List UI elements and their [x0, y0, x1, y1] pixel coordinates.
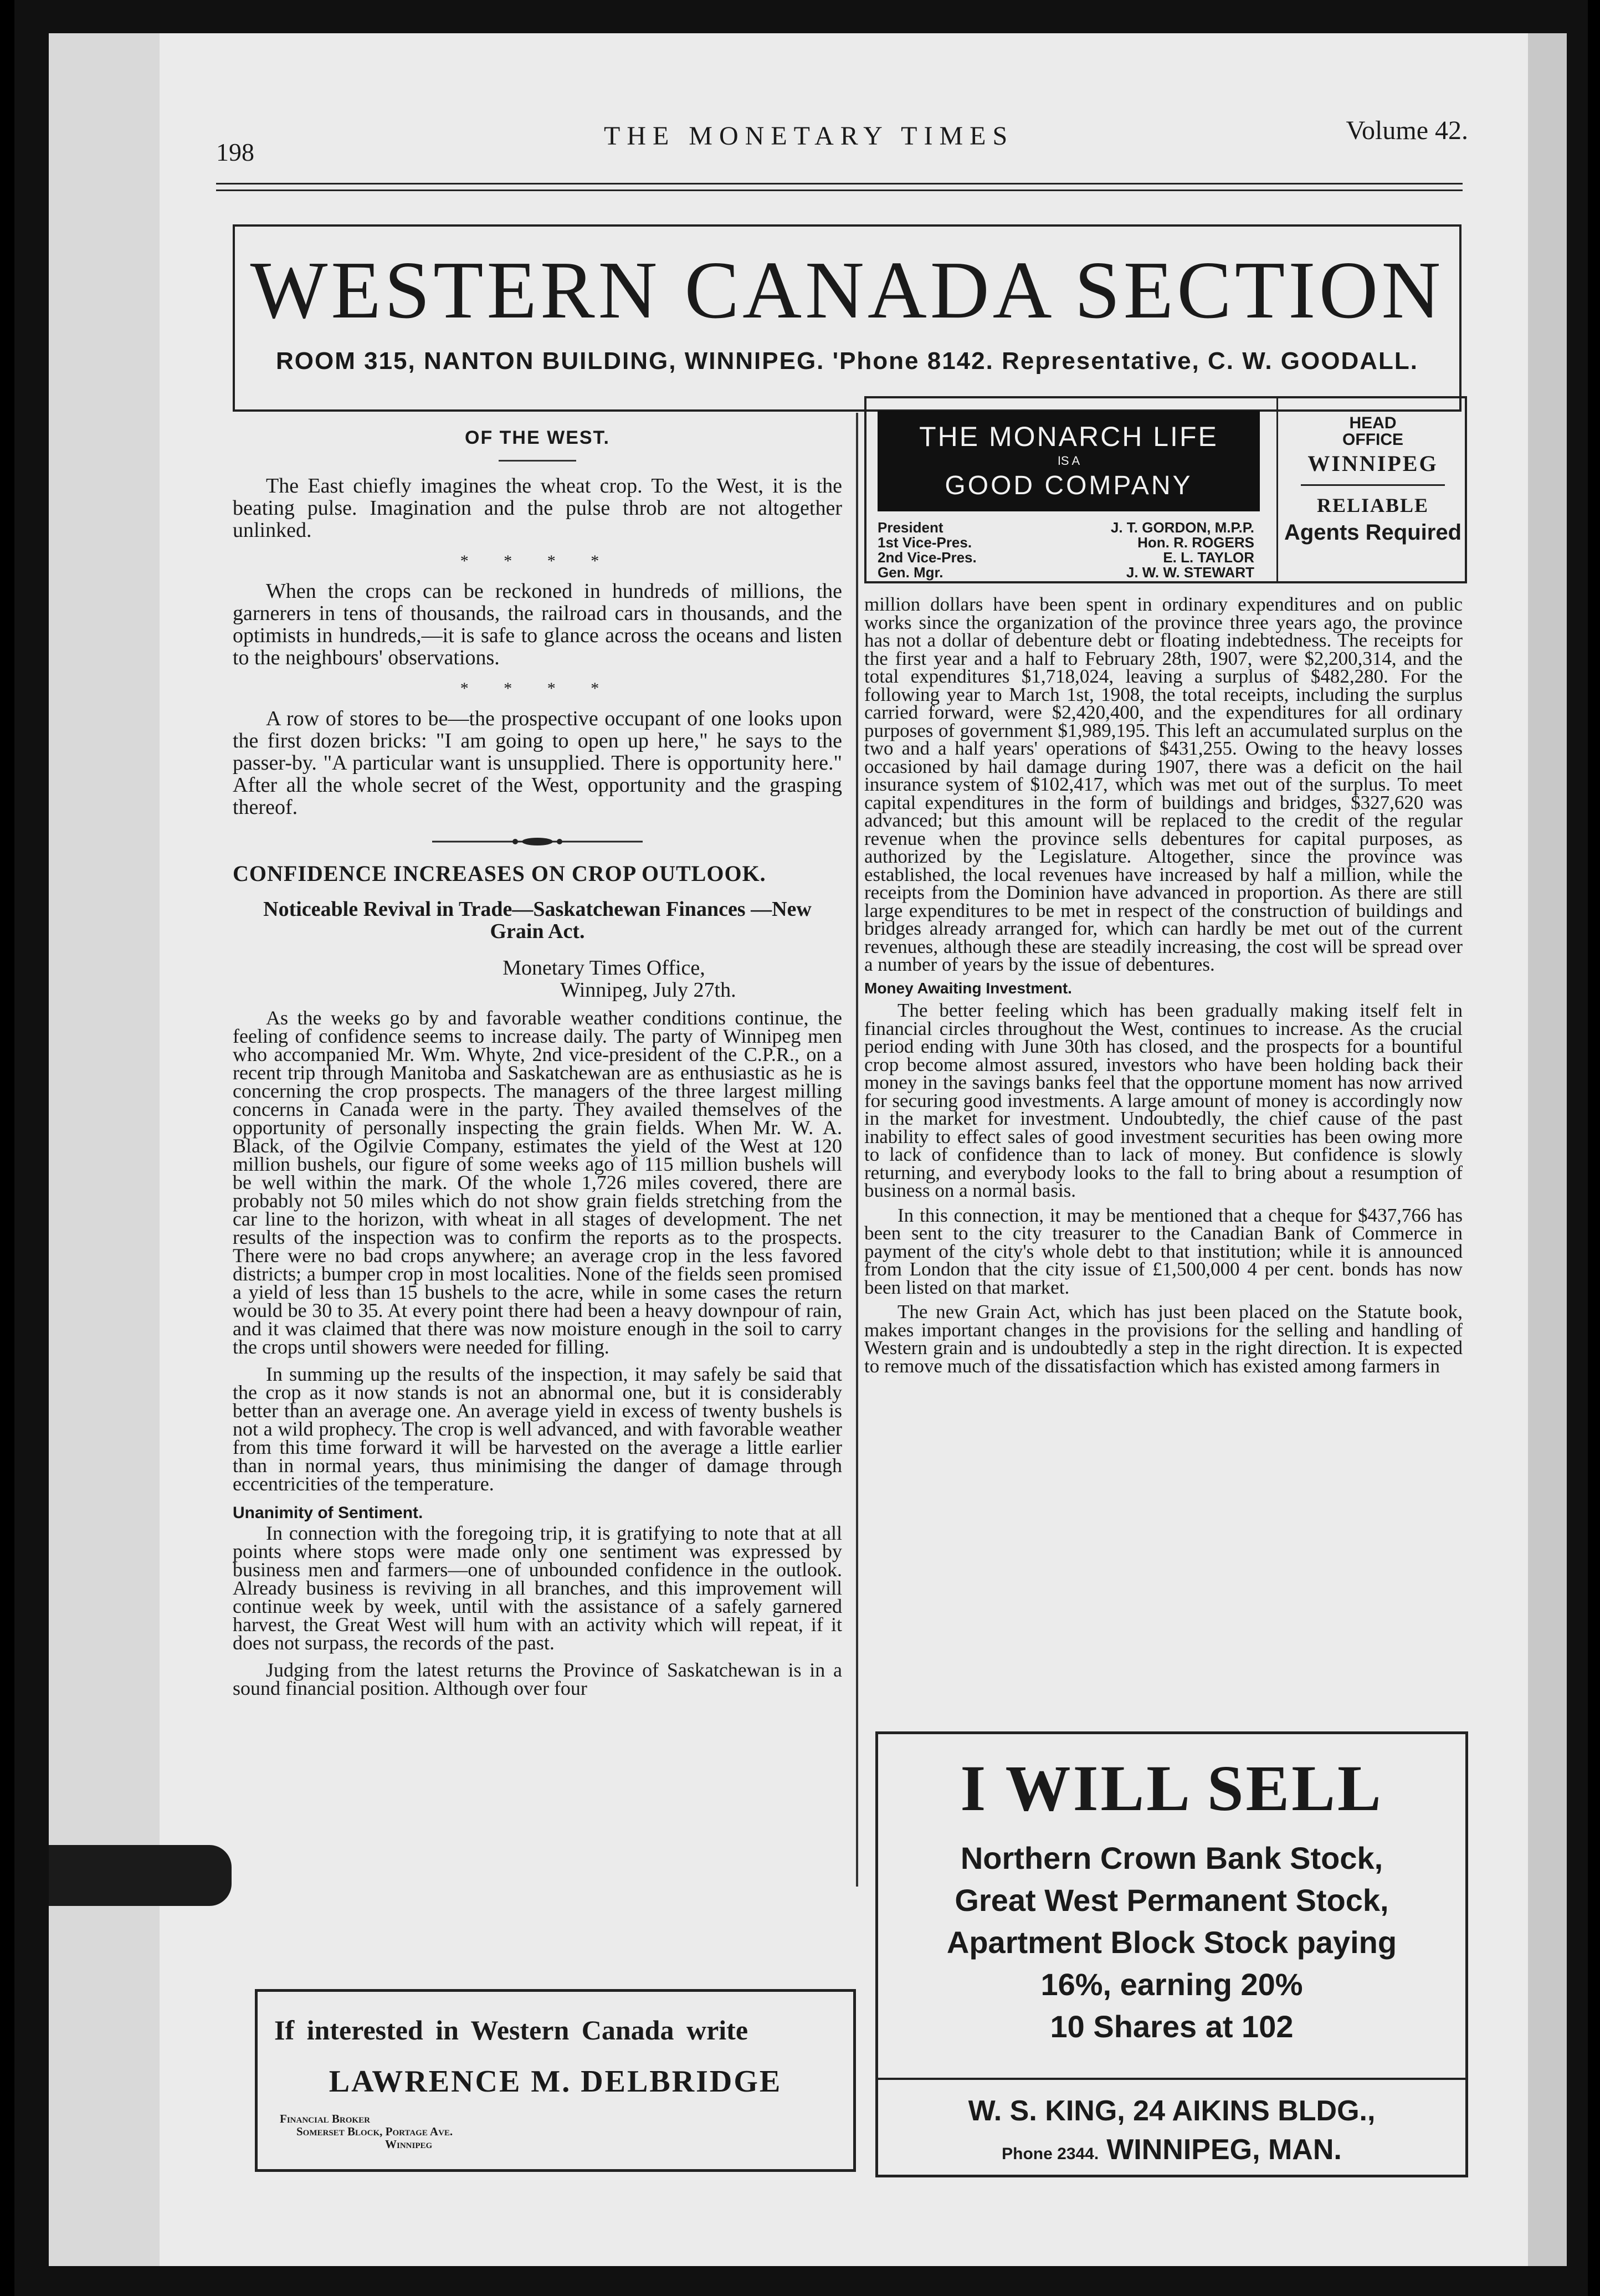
broker-details [280, 2113, 453, 2151]
paragraph: When the crops can be reckoned in hundreds of millions, the garnerers in tens of thousands, the railroad cars in thousands, and the optimists in hundreds,—it is safe to glance across the oceans and listen to the neighbours' observations. [233, 580, 842, 669]
article-headline: CONFIDENCE INCREASES ON CROP OUTLOOK. [233, 861, 766, 886]
dateline-office: Monetary Times Office, [502, 956, 705, 980]
monarch-sidebar [1281, 398, 1465, 581]
header-rule-bottom [216, 189, 1463, 191]
heading-rule [499, 460, 576, 462]
i-will-sell-ad [875, 1731, 1468, 2177]
seller-address: W. S. KING, 24 AIKINS BLDG., [968, 2095, 1376, 2127]
dateline-date: Winnipeg, July 27th. [560, 978, 736, 1002]
paragraph: As the weeks go by and favorable weather conditions continue, the feeling of confidence seems to increase daily. The party of Winnipeg men who accompanied Mr. Wm. Whyte, 2nd vice-president of the C.P.R., on a recent trip through Manitoba and Saskatchewan are as enthusiastic as he is concerning the crop prospects. The managers of the three largest milling concerns in Canada were in the party. They availed themselves of the opportunity of personally inspecting the grain fields. When Mr. W. A. Black, of the Ogilvie Company, estimates the yield of the West at 120 million bushels, our figure of some weeks ago of 115 million bushels will be well within the mark. Of the whole 1,726 miles covered, there are probably not 50 miles which do not show grain fields stretching from the car line to the horizon, with wheat in all stages of development. The net results of the inspection was to confirm the reports as to the prospects. There were no bad crops anywhere; an average crop in the less favored districts; a bumper crop in most localities. None of the fields seen promised a yield of less than 15 bushels to the acre, while in some cases the return would be 30 to 35. At every point there had been a heavy downpour of rain, and it was claimed that there was now moisture enough in the soil to carry the crops until showers were needed for filling. [233, 1007, 842, 1358]
section-title: WESTERN CANADA SECTION [250, 245, 1444, 336]
paragraph: Judging from the latest returns the Province of Saskatchewan is in a sound financial position. Although over four [233, 1659, 842, 1699]
paragraph: In connection with the foregoing trip, it is gratifying to note that at all points where stops were made only one sentiment was expressed by business men and farmers—one of unbounded confidence in the outlook. Already business is reviving in all branches, and this improvement will continue week by week, until with the assistance of a safely garnered harvest, the Great West will hum with an activity which will repeat, if it does not surpass, the records of the past. [233, 1522, 842, 1654]
paragraph: The better feeling which has been gradually making itself felt in financial circles throughout the West, continues to increase. As the crucial period ending with June 30th has closed, and the prospects for a bountiful crop become almost assured, investors who have been holding back their money in the savings banks feel that the opportune moment has now arrived for securing good investments. A large amount of money is accordingly now in the market for investment. Undoubtedly, the chief cause of the past inability to effect sales of good investment securities has been owing more to lack of confidence than to lack of money. But confidence is slowly returning, and everybody looks to the fall to bring about a resumption of business on a normal basis. [864, 1000, 1463, 1201]
paragraph: The East chiefly imagines the wheat crop. To the West, it is the beating pulse. Imagination and the pulse throb are not altogether unlinked. [233, 474, 842, 542]
monarch-line1: THE MONARCH LIFE [919, 421, 1218, 452]
officer-row: 2nd Vice-Pres. E. L. TAYLOR [878, 549, 1254, 566]
of-the-west-heading: OF THE WEST. [465, 427, 610, 448]
journal-title: THE MONETARY TIMES [604, 121, 1014, 151]
star-separator: * * * * [460, 679, 615, 698]
officer-row: Gen. Mgr. J. W. W. STEWART [878, 564, 1254, 581]
money-heading: Money Awaiting Investment. [864, 979, 1072, 997]
sell-title: I WILL SELL [960, 1752, 1383, 1824]
sell-line: Northern Crown Bank Stock, [960, 1841, 1383, 1875]
right-page-edge [1528, 33, 1567, 2266]
officers-list [878, 520, 1265, 580]
monarch-logo-box [878, 411, 1260, 511]
column-rule [856, 413, 858, 1887]
header-rule-top [216, 183, 1463, 184]
agents-required-label: Agents Required [1284, 520, 1462, 545]
officer-row: 1st Vice-Pres. Hon. R. ROGERS [878, 534, 1254, 551]
section-address: ROOM 315, NANTON BUILDING, WINNIPEG. 'Phone 8142. Representative, C. W. GOODALL. [276, 347, 1418, 375]
sell-line: Apartment Block Stock paying [946, 1925, 1397, 1960]
volume-label: Volume 42. [1346, 116, 1468, 145]
monarch-life-ad [864, 396, 1467, 583]
running-header [216, 116, 1468, 166]
binder-clip [49, 1845, 232, 1906]
ornamental-rule [233, 829, 842, 852]
page-number: 198 [216, 138, 254, 166]
right-column [864, 593, 1463, 1384]
star-separator: * * * * [460, 552, 615, 570]
monarch-line3: GOOD COMPANY [945, 471, 1193, 500]
seller-phone: Phone 2344. [1002, 2145, 1099, 2163]
sell-line: 10 Shares at 102 [1050, 2009, 1294, 2044]
paragraph: A row of stores to be—the prospective occupant of one looks upon the first dozen bricks: "I am going to open up here," he says to the passer-by. "A particular want is unsupplied. There is opportunity here." After all the whole secret of the West, opportunity and the grasping thereof. [233, 707, 842, 819]
sell-line: 16%, earning 20% [1040, 1967, 1303, 2002]
broker-address: Somerset Block, Portage Ave. [296, 2125, 453, 2138]
officer-row: President J. T. GORDON, M.P.P. [878, 519, 1254, 536]
broker-title: Financial Broker [280, 2112, 370, 2125]
reliable-label: RELIABLE [1316, 494, 1429, 516]
left-margin [49, 33, 160, 2266]
ad-divider [1276, 398, 1278, 581]
paragraph: million dollars have been spent in ordinary expenditures and on public works since the organization of the province three years ago, the province has not a dollar of debenture debt or floating indebtedness. The receipts for the first year and a half to February 28th, 1907, were $2,200,314, and the total expenditures $1,718,024, leaving a surplus of $482,280. For the following year to March 1st, 1908, the total receipts, including the surplus carried forward, were $2,420,400, and the expenditures for all ordinary purposes of government $1,989,195. This left an accumulated surplus on the two and a half years' operations of $431,255. Owing to the heavy losses occasioned by hail damage during 1907, there was a deficit on the hail insurance system of $102,417, which was met out of the surplus. To meet capital expenditures in the form of buildings and bridges, $327,620 was advanced; but this amount will be replaced to the credit of the regular revenue when the province sells debentures for capital purposes, as authorized by the Legislature. Altogether, since the province was established, the local revenues have increased by half a million, while the receipts from the Dominion have advanced in proportion. As there are still large expenditures to be met in respect of the construction of buildings and bridges already arranged for, which can hardly be met out of the current revenues, although these are steadily increasing, the cost will be spread over a number of years by the issue of debentures. [864, 593, 1463, 975]
city-label: WINNIPEG [1307, 451, 1438, 476]
left-column [233, 427, 842, 1706]
head-label: HEAD [1349, 414, 1397, 432]
monarch-line2: IS A [1057, 454, 1080, 468]
ad-invite: If interested in Western Canada write [274, 2015, 748, 2046]
delbridge-ad [255, 1989, 856, 2172]
section-banner [233, 224, 1461, 412]
paragraph: In this connection, it may be mentioned that a cheque for $437,766 has been sent to the city treasurer to the Canadian Bank of Commerce in payment of the city's whole debt to that institution; while it is announced from London that the city issue of £1,500,000 4 per cent. bonds has now been listed on that market. [864, 1204, 1463, 1298]
side-rule [1301, 484, 1445, 486]
paragraph: The new Grain Act, which has just been placed on the Statute book, makes important changes in the provisions for the selling and handling of Western grain and is undoubtedly a step in the right direction. It is expected to remove much of the dissatisfaction which has existed among farmers in [864, 1301, 1463, 1377]
broker-city: Winnipeg [385, 2138, 433, 2151]
office-label: OFFICE [1342, 430, 1403, 449]
broker-name: LAWRENCE M. DELBRIDGE [329, 2064, 782, 2099]
paragraph: In summing up the results of the inspection, it may safely be said that the crop as it now stands is not an abnormal one, but it is considerably better than an average one. An average yield in excess of twenty bushels is not a wild prophecy. The crop is well advanced, and with favorable weather from this time forward it will be harvested on the average a little earlier than in normal years, thus minimising the danger of damage through eccentricities of the temperature. [233, 1363, 842, 1495]
sell-line: Great West Permanent Stock, [955, 1883, 1389, 1918]
unanimity-heading: Unanimity of Sentiment. [233, 1504, 423, 1522]
article-subheadline: Noticeable Revival in Trade—Saskatchewan Finances —New Grain Act. [263, 898, 812, 943]
sell-footer [878, 2078, 1465, 2177]
seller-city: WINNIPEG, MAN. [1106, 2134, 1342, 2166]
